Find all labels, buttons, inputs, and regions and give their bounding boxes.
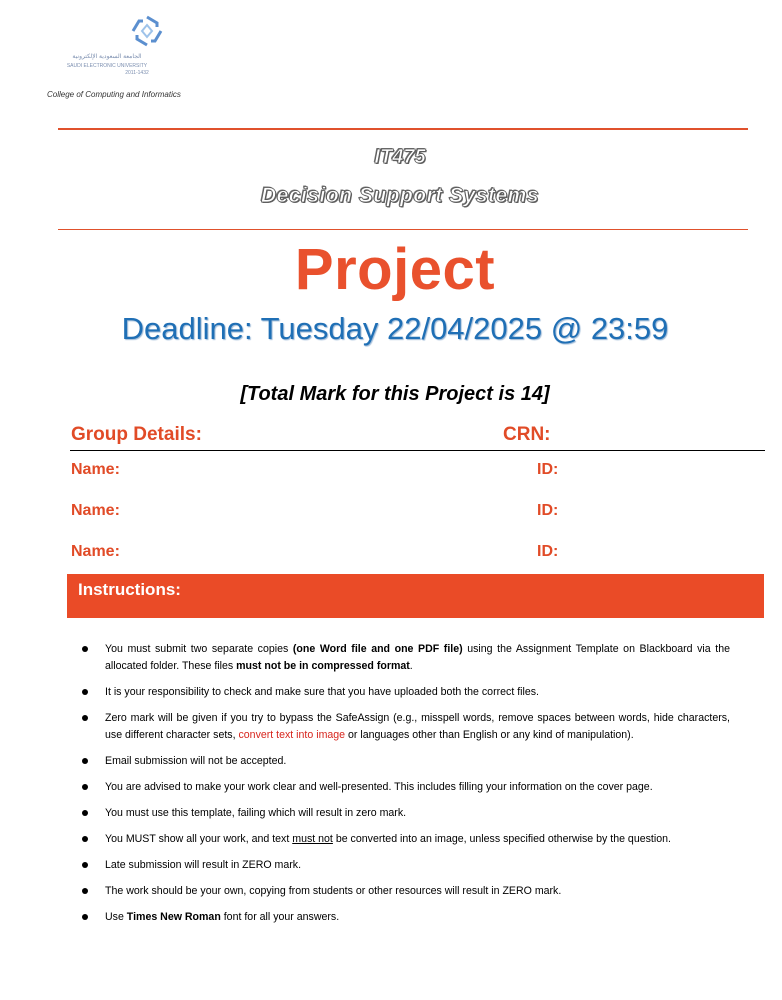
course-name: Decision Support Systems: [260, 184, 540, 207]
list-item: You must submit two separate copies (one Word file and one PDF file) using the Assignment Template on Blackboard via the allocated folder. These files must not be in compressed format.: [80, 641, 730, 675]
crn-label: CRN:: [503, 424, 551, 445]
instructions-header: [67, 574, 764, 618]
instructions-list: [80, 641, 730, 935]
bullet-icon: [82, 715, 88, 721]
list-item: Zero mark will be given if you try to bypass the SafeAssign (e.g., misspell words, remove spaces between words, hide characters, use different character sets, convert text into image or languages other than English or any kind of manipulation).: [80, 710, 730, 744]
bullet-icon: [82, 646, 88, 652]
deadline-text: Deadline: Tuesday 22/04/2025 @ 23:59: [121, 311, 669, 346]
bullet-icon: [82, 810, 88, 816]
name-label-2: Name:: [71, 502, 120, 519]
id-label-2: ID:: [537, 502, 559, 519]
id-label-3: ID:: [537, 543, 559, 560]
bullet-icon: [82, 758, 88, 764]
list-item: It is your responsibility to check and make sure that you have uploaded both the correct files.: [80, 684, 730, 701]
logo-english-text: SAUDI ELECTRONIC UNIVERSITY: [66, 63, 148, 69]
university-logo: [52, 14, 162, 84]
group-details-label: Group Details:: [71, 424, 202, 445]
instructions-title: Instructions:: [78, 580, 181, 599]
id-label-1: ID:: [537, 461, 559, 478]
project-title: Project: [294, 237, 496, 302]
name-label-3: Name:: [71, 543, 120, 560]
bullet-icon: [82, 836, 88, 842]
logo-arabic-text: الجامعة السعودية الإلكترونية: [72, 54, 142, 60]
top-divider: [58, 128, 748, 130]
bullet-icon: [82, 689, 88, 695]
list-item: Email submission will not be accepted.: [80, 753, 730, 770]
list-item: The work should be your own, copying from students or other resources will result in ZERO mark.: [80, 883, 730, 900]
list-item: You must use this template, failing which will result in zero mark.: [80, 805, 730, 822]
course-code: IT475: [374, 146, 426, 168]
bullet-icon: [82, 888, 88, 894]
college-name: College of Computing and Informatics: [47, 90, 181, 99]
list-item: You are advised to make your work clear and well-presented. This includes filling your information on the cover page.: [80, 779, 730, 796]
university-emblem-icon: [130, 14, 164, 48]
title-divider: [58, 229, 748, 230]
total-mark-text: [Total Mark for this Project is 14]: [240, 383, 550, 405]
logo-year-text: 2011-1432: [125, 70, 149, 76]
bullet-icon: [82, 862, 88, 868]
group-divider: [70, 450, 765, 451]
list-item: You MUST show all your work, and text must not be converted into an image, unless specified otherwise by the question.: [80, 831, 730, 848]
name-label-1: Name:: [71, 461, 120, 478]
list-item: Use Times New Roman font for all your answers.: [80, 909, 730, 926]
list-item: Late submission will result in ZERO mark.: [80, 857, 730, 874]
bullet-icon: [82, 914, 88, 920]
bullet-icon: [82, 784, 88, 790]
